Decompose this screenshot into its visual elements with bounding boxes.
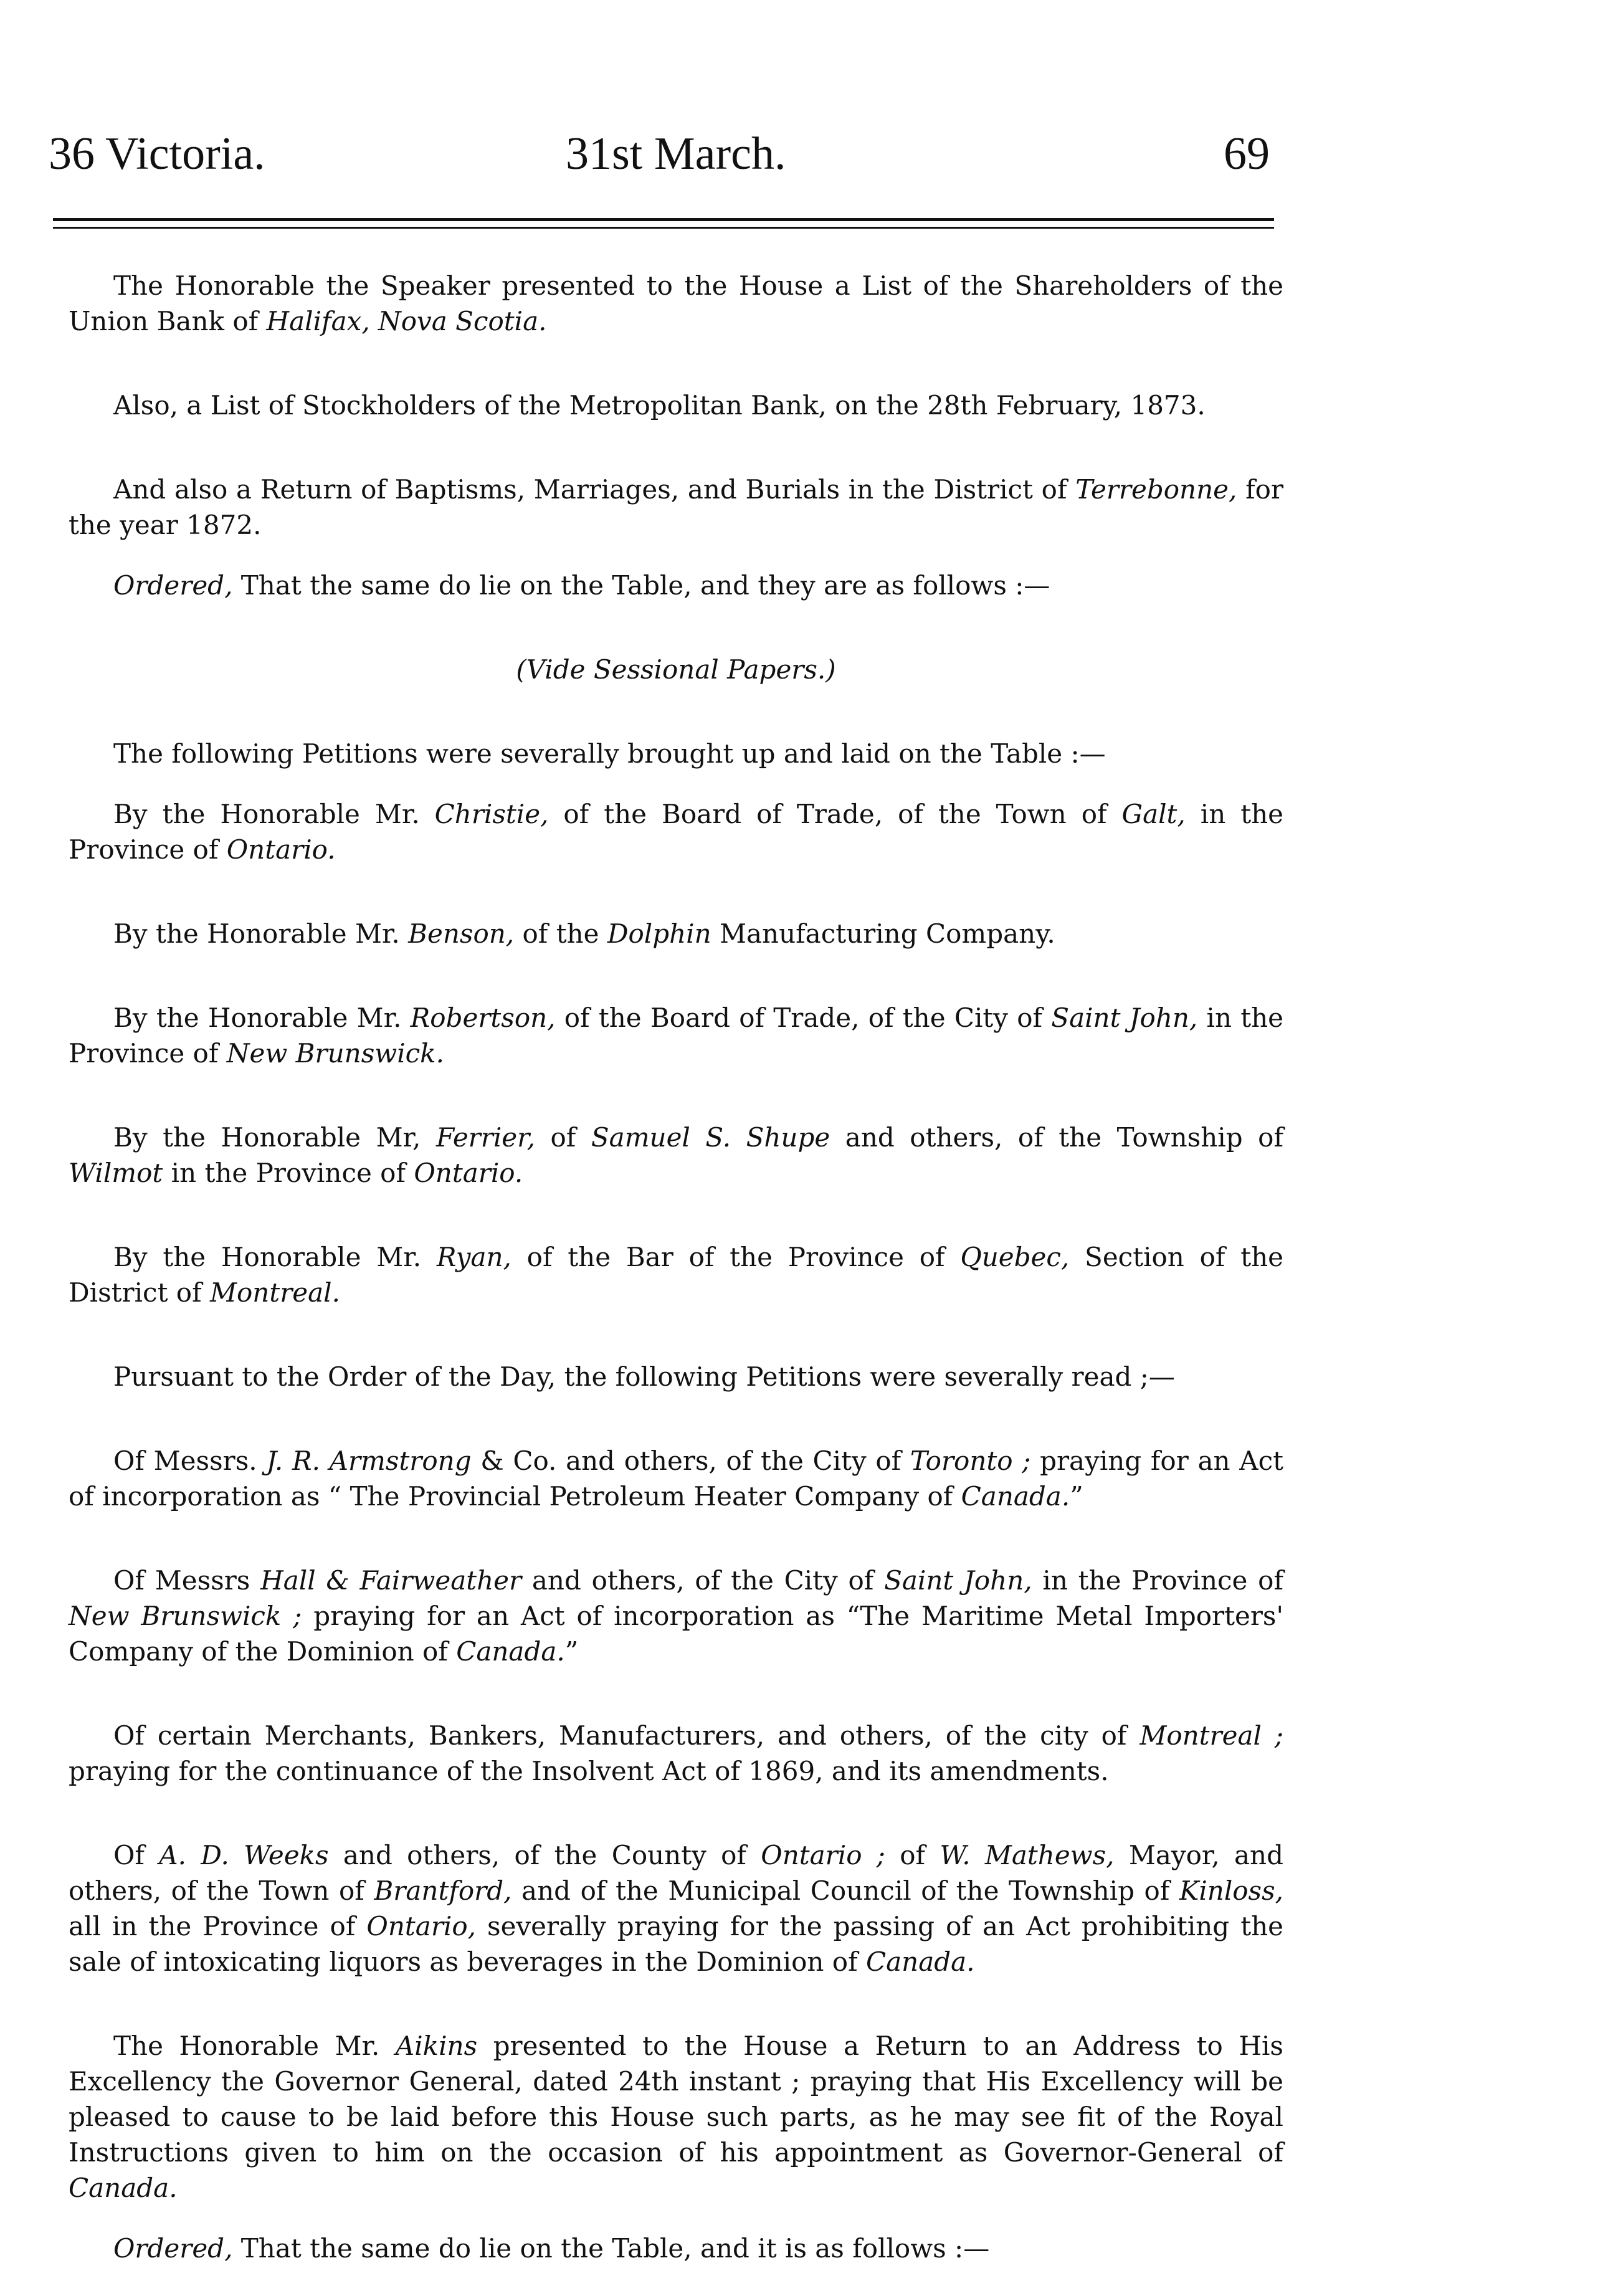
paragraph-stockholders: Also, a List of Stockholders of the Metropolitan Bank, on the 28th February, 1873.	[113, 390, 1206, 421]
paragraph-petition-hall-fairweather: Of Messrs Hall & Fairweather and others, of the City of Saint John, in the Province of New Brunswick ; praying for an Act of incorporation as “The Maritime Metal Importers' Company of the Dominion of Canada.”	[69, 1565, 1283, 1667]
paragraph-petition-weeks: Of A. D. Weeks and others, of the County of Ontario ; of W. Mathews, Mayor, and others, of the Town of Brantford, and of the Municipal Council of the Township of Kinloss, all in the Province of Ontario, severally praying for the passing of an Act prohibiting the sale of intoxicating liquors as beverages in the Dominion of Canada.	[69, 1840, 1283, 1977]
paragraph-order-of-day: Pursuant to the Order of the Day, the following Petitions were severally read ;—	[113, 1361, 1175, 1392]
paragraph-return-baptisms: And also a Return of Baptisms, Marriages, and Burials in the District of Terrebonne, for the year 1872.	[69, 474, 1283, 540]
paragraph-ordered-2: Ordered, That the same do lie on the Table, and it is as follows :—	[113, 2233, 990, 2264]
paragraph-petition-benson: By the Honorable Mr. Benson, of the Dolphin Manufacturing Company.	[113, 918, 1055, 949]
paragraph-return-aikins: The Honorable Mr. Aikins presented to the House a Return to an Address to His Excellency the Governor General, dated 24th instant ; praying that His Excellency will be pleased to cause to be laid before this House such parts, as he may see fit of the Royal Instructions given to him on the occasion of his appointment as Governor-General of Canada.	[69, 2031, 1283, 2203]
header-date: 31st March.	[566, 128, 786, 179]
page-header	[49, 128, 1270, 202]
paragraph-petitions-intro: The following Petitions were severally brought up and laid on the Table :—	[113, 738, 1106, 769]
paragraph-speaker-list: The Honorable the Speaker presented to the House a List of the Shareholders of the Union Bank of Halifax, Nova Scotia.	[69, 270, 1283, 336]
paragraph-petition-merchants: Of certain Merchants, Bankers, Manufacturers, and others, of the city of Montreal ; praying for the continuance of the Insolvent Act of 1869, and its amendments.	[69, 1720, 1283, 1786]
paragraph-vide-sessional: (Vide Sessional Papers.)	[516, 654, 836, 685]
page-body	[69, 268, 1283, 2266]
paragraph-petition-armstrong: Of Messrs. J. R. Armstrong & Co. and others, of the City of Toronto ; praying for an Act of incorporation as “ The Provincial Petroleum Heater Company of Canada.”	[69, 1446, 1283, 1512]
paragraph-petition-robertson: By the Honorable Mr. Robertson, of the Board of Trade, of the City of Saint John, in the Province of New Brunswick.	[69, 1003, 1284, 1069]
header-rule-thick	[53, 218, 1274, 221]
header-session: 36 Victoria.	[49, 128, 265, 179]
header-rule-thin	[53, 227, 1274, 229]
paragraph-petition-christie: By the Honorable Mr. Christie, of the Board of Trade, of the Town of Galt, in the Province of Ontario.	[69, 799, 1284, 865]
paragraph-ordered-1: Ordered, That the same do lie on the Table, and they are as follows :—	[113, 570, 1050, 601]
page-number: 69	[1224, 128, 1270, 179]
paragraph-petition-ferrier: By the Honorable Mr, Ferrier, of Samuel S. Shupe and others, of the Township of Wilmot in the Province of Ontario.	[69, 1122, 1283, 1188]
paragraph-petition-ryan: By the Honorable Mr. Ryan, of the Bar of the Province of Quebec, Section of the District of Montreal.	[69, 1242, 1284, 1308]
